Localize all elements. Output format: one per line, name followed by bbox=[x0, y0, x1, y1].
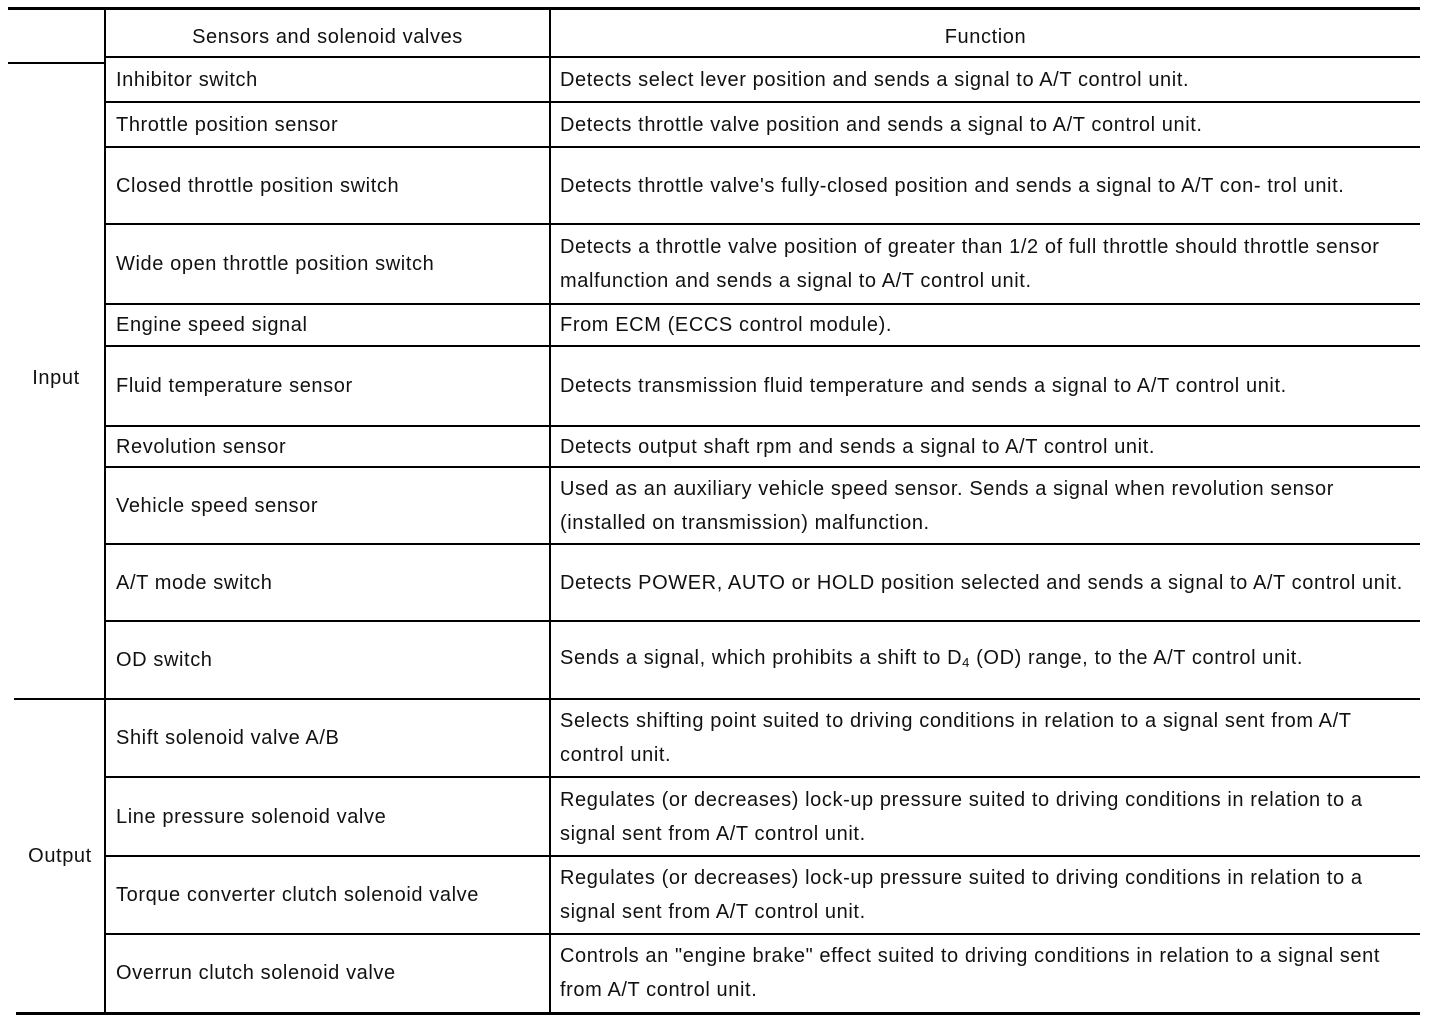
sensor-cell bbox=[106, 544, 549, 621]
function-cell bbox=[551, 102, 1420, 147]
function-subscript: 4 bbox=[962, 654, 970, 670]
function-description: Detects select lever position and sends a signal to A/T control unit. bbox=[560, 69, 1190, 91]
function-description: From ECM (ECCS control module). bbox=[560, 314, 892, 336]
function-text-post: (OD) range, to the A/T control unit. bbox=[970, 646, 1304, 669]
sensor-cell bbox=[106, 147, 549, 224]
header-function-cell bbox=[551, 14, 1420, 60]
sensor-cell bbox=[106, 102, 549, 147]
sensor-cell bbox=[106, 621, 549, 699]
header-group-cell bbox=[8, 10, 104, 56]
function-cell bbox=[551, 58, 1420, 102]
function-cell bbox=[551, 621, 1420, 699]
function-cell bbox=[551, 224, 1420, 304]
function-description: Used as an auxiliary vehicle speed sensor. Sends a signal when revolution sensor (installed on transmission) malfunction. bbox=[560, 477, 1334, 534]
sensor-cell bbox=[106, 856, 549, 934]
function-description bbox=[560, 641, 1303, 680]
sensor-name: Wide open throttle position switch bbox=[116, 253, 435, 275]
function-description: Controls an "engine brake" effect suited to driving conditions in relation to a signal sent from A/T control unit. bbox=[560, 945, 1380, 1001]
sensor-cell bbox=[106, 304, 549, 346]
sensor-name: Fluid temperature sensor bbox=[116, 375, 353, 397]
sensor-name: Overrun clutch solenoid valve bbox=[116, 962, 396, 984]
sensor-name: Line pressure solenoid valve bbox=[116, 805, 387, 828]
sensor-name: Inhibitor switch bbox=[116, 69, 258, 91]
function-description: Detects transmission fluid temperature and sends a signal to A/T control unit. bbox=[560, 375, 1287, 397]
function-cell bbox=[551, 467, 1420, 544]
group-label-input: Input bbox=[32, 367, 80, 389]
function-cell bbox=[551, 856, 1420, 934]
function-cell bbox=[551, 426, 1420, 467]
function-description: Detects throttle valve position and sends a signal to A/T control unit. bbox=[560, 113, 1203, 136]
group-label-output: Output bbox=[28, 845, 92, 867]
sensor-cell bbox=[106, 346, 549, 426]
function-cell bbox=[551, 304, 1420, 346]
function-description: Detects throttle valve's fully-closed position and sends a signal to A/T con- trol unit. bbox=[560, 174, 1345, 197]
table-bottom-rule bbox=[16, 1012, 1420, 1015]
sensor-name: Closed throttle position switch bbox=[116, 174, 400, 197]
sensor-name: Shift solenoid valve A/B bbox=[116, 727, 340, 749]
sensor-cell bbox=[106, 58, 549, 102]
function-cell bbox=[551, 147, 1420, 224]
sensor-cell bbox=[106, 467, 549, 544]
function-cell bbox=[551, 544, 1420, 621]
sensor-cell bbox=[106, 699, 549, 777]
function-description: Selects shifting point suited to driving conditions in relation to a signal sent from A/T control unit. bbox=[560, 710, 1352, 766]
function-text-pre: Sends a signal, which prohibits a shift to D bbox=[560, 646, 963, 669]
sensor-cell bbox=[106, 777, 549, 856]
table-top-rule bbox=[8, 7, 1420, 10]
sensor-cell bbox=[106, 426, 549, 467]
function-description: Regulates (or decreases) lock-up pressure suited to driving conditions in relation to a signal sent from A/T control unit. bbox=[560, 788, 1363, 845]
sensor-cell bbox=[106, 224, 549, 304]
function-description: Detects output shaft rpm and sends a signal to A/T control unit. bbox=[560, 435, 1156, 458]
sensor-name: Revolution sensor bbox=[116, 435, 287, 458]
header-sensor-label: Sensors and solenoid valves bbox=[192, 26, 463, 48]
function-cell bbox=[551, 346, 1420, 426]
sensor-name: OD switch bbox=[116, 649, 213, 671]
sensor-cell bbox=[106, 934, 549, 1012]
header-sensor-cell bbox=[106, 14, 549, 60]
function-cell bbox=[551, 934, 1420, 1012]
sensor-name: Throttle position sensor bbox=[116, 113, 339, 136]
function-description: Detects a throttle valve position of greater than 1/2 of full throttle should throttle sensor malfunction and sends a signal to A/T control unit. bbox=[560, 236, 1380, 292]
sensor-name: Torque converter clutch solenoid valve bbox=[116, 884, 479, 906]
sensor-name: Vehicle speed sensor bbox=[116, 494, 319, 517]
sensor-name: A/T mode switch bbox=[116, 571, 273, 594]
function-description: Regulates (or decreases) lock-up pressure suited to driving conditions in relation to a signal sent from A/T control unit. bbox=[560, 867, 1363, 923]
header-function-label: Function bbox=[944, 26, 1027, 48]
function-cell bbox=[551, 699, 1420, 777]
function-description: Detects POWER, AUTO or HOLD position selected and sends a signal to A/T control unit. bbox=[560, 571, 1403, 594]
function-cell bbox=[551, 777, 1420, 856]
sensor-name: Engine speed signal bbox=[116, 314, 308, 336]
